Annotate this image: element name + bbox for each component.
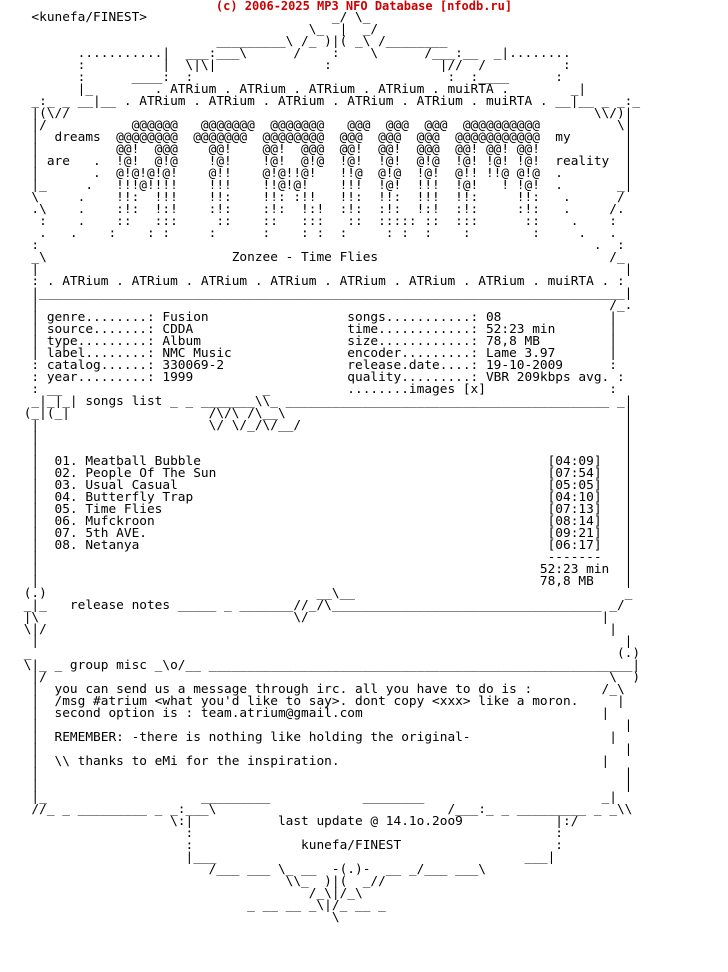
nfo-line: | 52:23 min | [31,562,633,577]
nfo-line: |_ _________ ________ _| [31,790,617,805]
nfo-line: | 07. 5th AVE. [09:21] | [31,526,633,541]
nfo-line: (.) __\__ _ [23,586,633,601]
nfo-line: ...........| ___:___\ / : \ /___:__ _|........ [77,46,571,61]
nfo-line: : kunefa/FINEST : [185,838,564,853]
nfo-line: | | [31,634,633,649]
nfo-line: | REMEMBER: -there is nothing like holding the original- | [31,730,617,745]
site-header: (c) 2006-2025 MP3 NFO Database [nfodb.ru] [215,0,513,13]
nfo-line: | source.......: CDDA time............: 52:23 min | [31,322,617,337]
nfo-line: \_ | _/ [308,22,379,37]
nfo-line: |___ ___| [185,850,556,865]
nfo-line: : . ATRium . ATRium . ATRium . ATRium . ATRium . ATRium . ATRium . muiRTA . : [31,274,625,289]
nfo-line: | dreams @@@@@@@@ @@@@@@@ @@@@@@@@ @@@ @@@ @@@ @@@@@@@@@@@ my | [31,130,633,145]
nfo-line: _:_ _ __|__ . ATRium . ATRium . ATRium . ATRium . ATRium . muiRTA . __|__ _ _:_ [31,94,641,109]
nfo-line: | 03. Usual Casual [05:05] | [31,478,633,493]
nfo-line: <kunefa/FINEST> _/ \_ [31,10,371,25]
nfo-line: : __ _ ........images [x] : [31,382,617,397]
nfo-line: : year.........: 1999 quality.........: VBR 209kbps avg. : [31,370,625,385]
nfo-line: | label........: NMC Music encoder.........: Lame 3.97 | [31,346,617,361]
nfo-line: : catalog......: 330069-2 release.date....: 19-10-2009 : [31,358,617,373]
nfo-line: | . @!@!@!@! @!! @!@!!@! !!@ @!@ !@! @!! !!@ @!@ . | [31,166,633,181]
nfo-line: | 06. Mufckroon [08:14] | [31,514,633,529]
nfo-line: _ (.) [23,646,641,661]
nfo-line: | /_. [31,298,633,313]
nfo-line: //_ _ _________ _ _:___\ /___:_ _ _________ _ _\\ [31,802,633,817]
nfo-line: |____________________________________________________________________________| [31,286,633,301]
nfo-line: | are . !@! @!@ !@! !@! @!@ !@! !@! @!@ !@! !@! !@! reality | [31,154,633,169]
nfo-line: : . : [31,238,625,253]
nfo-line: _\ Zonzee - Time Flies /_ [31,250,625,265]
nfo-line: /_\|/_\ [308,886,363,901]
nfo-line: |_ . ATRium . ATRium . ATRium . ATRium . muiRTA . _| [77,82,587,97]
nfo-line: | ------- | [31,550,633,565]
nfo-line: | | [31,430,633,445]
nfo-line: : ____: : : :____ : [77,70,564,85]
nfo-line: | | [31,778,633,793]
nfo-line: .\ . :!: !:! :!: :!: !:! :!: :!: !:! :!: :!: . /. [31,202,625,217]
nfo-line: \:| last update @ 14.1o.2oo9 |:/ [170,814,579,829]
nfo-line: |/ @@@@@@ @@@@@@@ @@@@@@@ @@@ @@@ @@@ @@@@@@@@@@ \| [31,118,633,133]
nfo-line: | genre........: Fusion songs...........: 08 | [31,310,617,325]
nfo-line: | 78,8 MB | [31,574,633,589]
nfo-line: |/ \ ) [31,670,641,685]
nfo-line: | 05. Time Flies [07:13] | [31,502,633,517]
nfo-line: _|_|_| songs list _ _ _______\\_ __________________________________________ _| [31,394,633,409]
nfo-line: /___ ___ \_ __ -(.)- __ _/___ ___\ [208,862,486,877]
nfo-line: | @@! @@@ @@! @@! @@@ @@! @@! @@@ @@! @@! @@! | [31,142,633,157]
nfo-line: _________\ /_ )|( _\ /________ [216,34,448,49]
nfo-line: | you can send us a message through irc. all you have to do is : /_\ [31,682,625,697]
nfo-line: : . :: ::: :: :: ::: :: ::::: :: ::: :: . : [39,214,617,229]
nfo-line: \|_ _ group misc _\o/__ _______________________________________________________| [23,658,641,673]
nfo-line: \ . !!: !!! !!: !!: :!! !!: !!: !!! !!: !!: . / [31,190,625,205]
nfo-line: | /msg #atrium <what you'd like to say>. dont copy <xxx> like a moron. | [31,694,625,709]
nfo-line: |(\// \\/)| [31,106,633,121]
nfo-line: _ __ __ _\|/_ __ _ [247,898,386,913]
nfo-line: : : [185,826,564,841]
nfo-line: | | [31,718,633,733]
nfo-text [16,12,640,924]
nfo-line: _|_ release notes _____ _ _______//_/\___________________________________ _/ [23,598,625,613]
nfo-line: | \\ thanks to eMi for the inspiration. | [31,754,610,769]
nfo-line: (_|(_| /\/\ /\__\ | [23,406,633,421]
nfo-line: | 04. Butterfly Trap [04:10] | [31,490,633,505]
nfo-line: | 01. Meatball Bubble [04:09] | [31,454,633,469]
nfo-line: | | [31,442,633,457]
nfo-line: | type.........: Album size............: 78,8 MB | [31,334,617,349]
nfo-line: \ [331,910,340,925]
nfo-line: : | \|\| : |// / : [77,58,571,73]
nfo-line: | | [31,766,633,781]
nfo-line: |_ . !!!@!!!! !!! !!@!@! !!! !@! !!! !@! ! !@! . _| [31,178,633,193]
nfo-line: |\ \/ | [23,610,610,625]
nfo-line: | second option is : team.atrium@gmail.com | [31,706,610,721]
nfo-line: | | [31,262,633,277]
nfo-line: | 08. Netanya [06:17] | [31,538,633,553]
nfo-line: | 02. People Of The Sun [07:54] | [31,466,633,481]
nfo-line: | \/ \/_/\/__/ | [31,418,633,433]
nfo-line: . . : : : : : : : : : : : : : . . [39,226,617,241]
nfo-line: | | [31,742,633,757]
nfo-line: \\_ )|( _// [285,874,386,889]
nfo-line: \|/ | [23,622,617,637]
